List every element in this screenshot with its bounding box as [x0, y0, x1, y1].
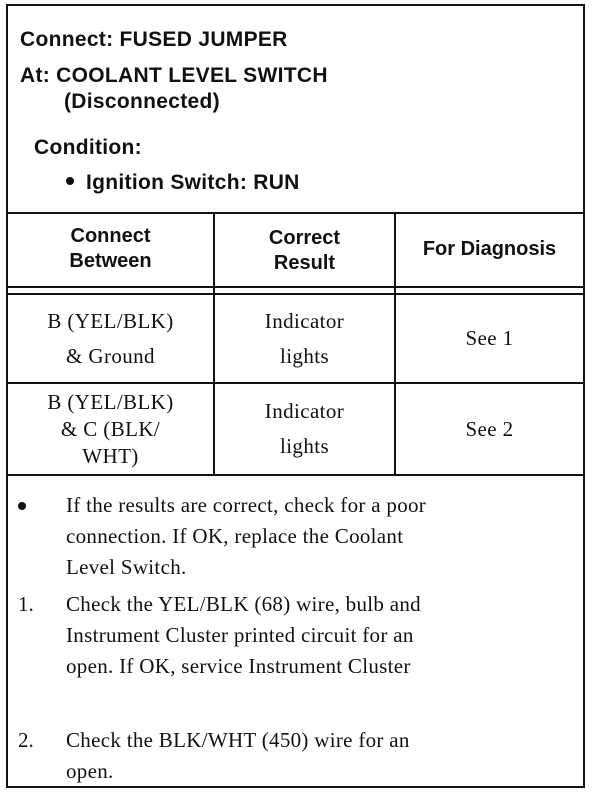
column-header-for-diagnosis — [396, 212, 583, 286]
cell-text: B (YEL/BLK) — [47, 389, 174, 414]
note-line: If the results are correct, check for a poor — [66, 493, 427, 517]
column-header-text: Between — [69, 250, 152, 272]
cell-text: & C (BLK/ — [60, 416, 161, 441]
note-line: connection. If OK, replace the Coolant — [66, 524, 404, 548]
column-header-connect-between — [8, 212, 213, 286]
cell-text: lights — [279, 343, 330, 368]
note-marker: 2. — [18, 728, 34, 752]
table-row-1-diagnosis — [396, 295, 583, 382]
condition-label: Condition: — [34, 136, 142, 159]
note-line: Instrument Cluster printed circuit for an — [66, 623, 414, 647]
bullet-icon — [18, 502, 26, 510]
table-row-2-result — [215, 384, 394, 474]
note-line: open. — [66, 759, 114, 783]
note-marker: 1. — [18, 592, 34, 616]
cell-text: See 1 — [465, 326, 514, 350]
bullet-icon — [66, 177, 74, 185]
note-line: Check the YEL/BLK (68) wire, bulb and — [66, 592, 421, 616]
at-sub-line: (Disconnected) — [64, 90, 220, 113]
note-marker — [18, 490, 58, 521]
cell-text: See 2 — [465, 416, 514, 441]
note-line: open. If OK, service Instrument Cluster — [66, 654, 411, 678]
table-row-1-result — [215, 295, 394, 382]
table-row-1-between — [8, 295, 213, 382]
test-table — [8, 212, 583, 476]
table-row-2-diagnosis — [396, 384, 583, 474]
column-header-correct-result — [215, 212, 394, 286]
column-header-text: Connect — [70, 225, 151, 247]
note-line: Check the BLK/WHT (450) wire for an — [66, 728, 410, 752]
column-header-text: Correct — [268, 227, 341, 249]
diagnosis-notes — [8, 476, 583, 788]
note-line: Level Switch. — [66, 555, 187, 579]
note-2 — [18, 725, 578, 787]
connect-line: Connect: FUSED JUMPER — [20, 28, 288, 51]
note-1 — [18, 589, 578, 682]
header-divider — [8, 286, 583, 288]
table-row-2-between — [8, 384, 213, 474]
diagnostic-chart — [6, 4, 585, 788]
cell-text: & Ground — [66, 343, 155, 368]
note-bullet — [18, 490, 578, 583]
cell-text: WHT) — [82, 443, 139, 468]
at-line: At: COOLANT LEVEL SWITCH — [20, 64, 328, 87]
column-header-text: For Diagnosis — [422, 237, 557, 260]
test-setup-header — [8, 6, 583, 214]
cell-text: Indicator — [264, 399, 345, 423]
condition-item — [66, 171, 300, 195]
condition-item-text: Ignition Switch: RUN — [86, 171, 300, 194]
cell-text: Indicator — [264, 308, 345, 333]
column-header-text: Result — [273, 252, 336, 274]
cell-text: B (YEL/BLK) — [47, 308, 174, 333]
cell-text: lights — [279, 434, 330, 458]
